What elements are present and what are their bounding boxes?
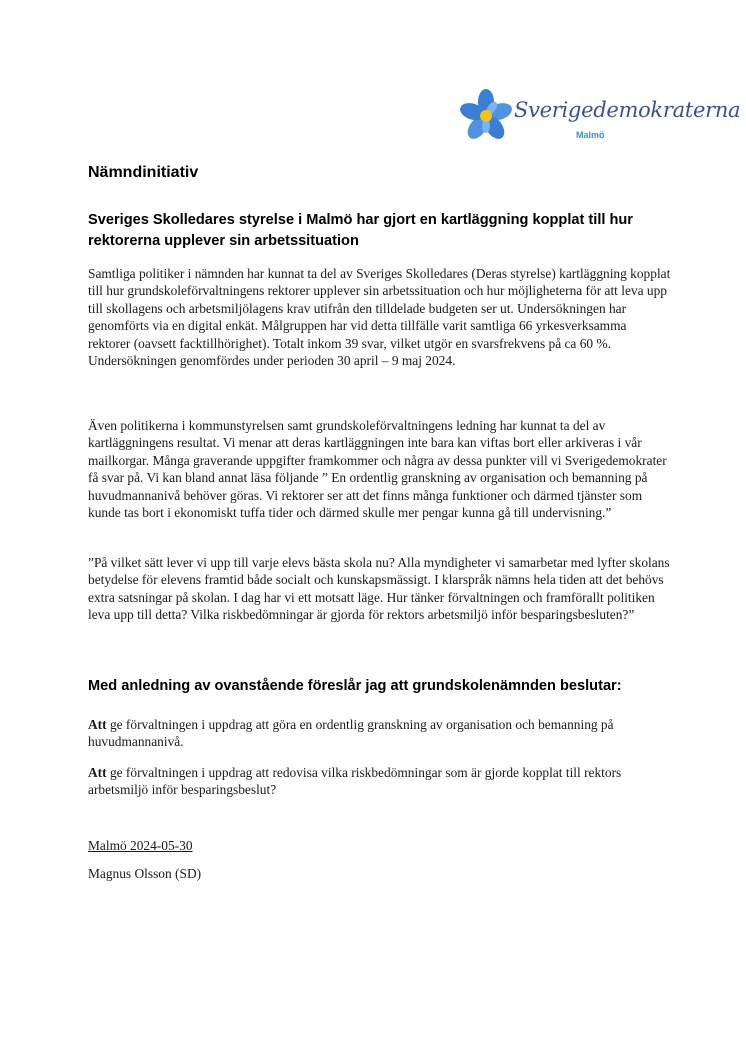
body-paragraph: Samtliga politiker i nämnden har kunnat ta del av Sveriges Skolledares (Deras styrelse) kartläggning kopplat till hur grundskoleförvaltningens rektorer upplever sin arbetssituation och hur möjligheterna för att leva upp till skollagens och arbetsmiljölagens krav utifrån den tilldelade budgeten ser ut. Undersökningen har genomförts via en digital enkät. Målgruppen har vid detta tillfälle varit samtliga 66 yrkesverksamma rektorer (oavsett facktillhörighet). Totalt inkom 39 svar, vilket utgör en svarsfrekvens på ca 60 %. Undersökningen genomfördes under perioden 30 april – 9 maj 2024.: [88, 266, 671, 369]
proposal-text: ge förvaltningen i uppdrag att redovisa vilka riskbedömningar som är gjorde kopplat till rektors arbetsmiljö inför besparingsbeslut?: [88, 765, 622, 798]
signature: Magnus Olsson (SD): [88, 866, 202, 881]
logo-party-name: Sverigedemokraterna: [514, 98, 741, 122]
logo-city: Malmö: [576, 130, 605, 140]
proposal-text: ge förvaltningen i uppdrag att göra en ordentlig granskning av organisation och bemanning på huvudmannanivå.: [88, 717, 614, 750]
proposal-heading: Med anledning av ovanstående föreslår jag att grundskolenämnden beslutar:: [88, 678, 622, 694]
quote-paragraph: ”På vilket sätt lever vi upp till varje elevs bästa skola nu? Alla myndigheter vi samarbetar med lyfter skolans betydelse för elevens framtid både socialt och kunskapsmässigt. I klarspråk nämns hela tiden att det behövs extra satsningar på skolan. I dag har vi ett motsatt läge. Hur tänker förvaltningen och framförallt politiken leva upp till detta? Vilka riskbedömningar är gjorda för rektors arbetsmiljö inför besparingsbesluten?”: [88, 555, 670, 623]
proposal-lead: Att: [88, 765, 107, 780]
proposal-lead: Att: [88, 717, 107, 732]
party-logo: [458, 88, 741, 148]
document-subtitle: Sveriges Skolledares styrelse i Malmö har gjort en kartläggning kopplat till hur rektorerna upplever sin arbetssituation: [88, 212, 633, 249]
proposal-item: [88, 764, 672, 799]
document-date: Malmö 2024-05-30: [88, 838, 193, 853]
proposal-item: [88, 716, 672, 751]
body-paragraph: Även politikerna i kommunstyrelsen samt grundskoleförvaltningens ledning har kunnat ta del av kartläggningens resultat. Vi menar att deras kartläggningen inte bara kan viftas bort eller arkiveras i vår mailkorgar. Många graverande uppgifter framkommer och några av dessa punkter vill vi Sverigedemokrater få svar på. Vi kan bland annat läsa följande ” En ordentlig granskning av organisation och bemanning på huvudmannanivå behöver göras. Vi rektorer ser att det finns många funktioner och därmed tjänster som kunde tas bort i ekonomiskt tuffa tider och därmed skulle mer pengar kunna gå till undervisning.”: [88, 418, 667, 521]
page-title: Nämndinitiativ: [88, 164, 199, 181]
blue-flower-icon: [458, 88, 514, 144]
